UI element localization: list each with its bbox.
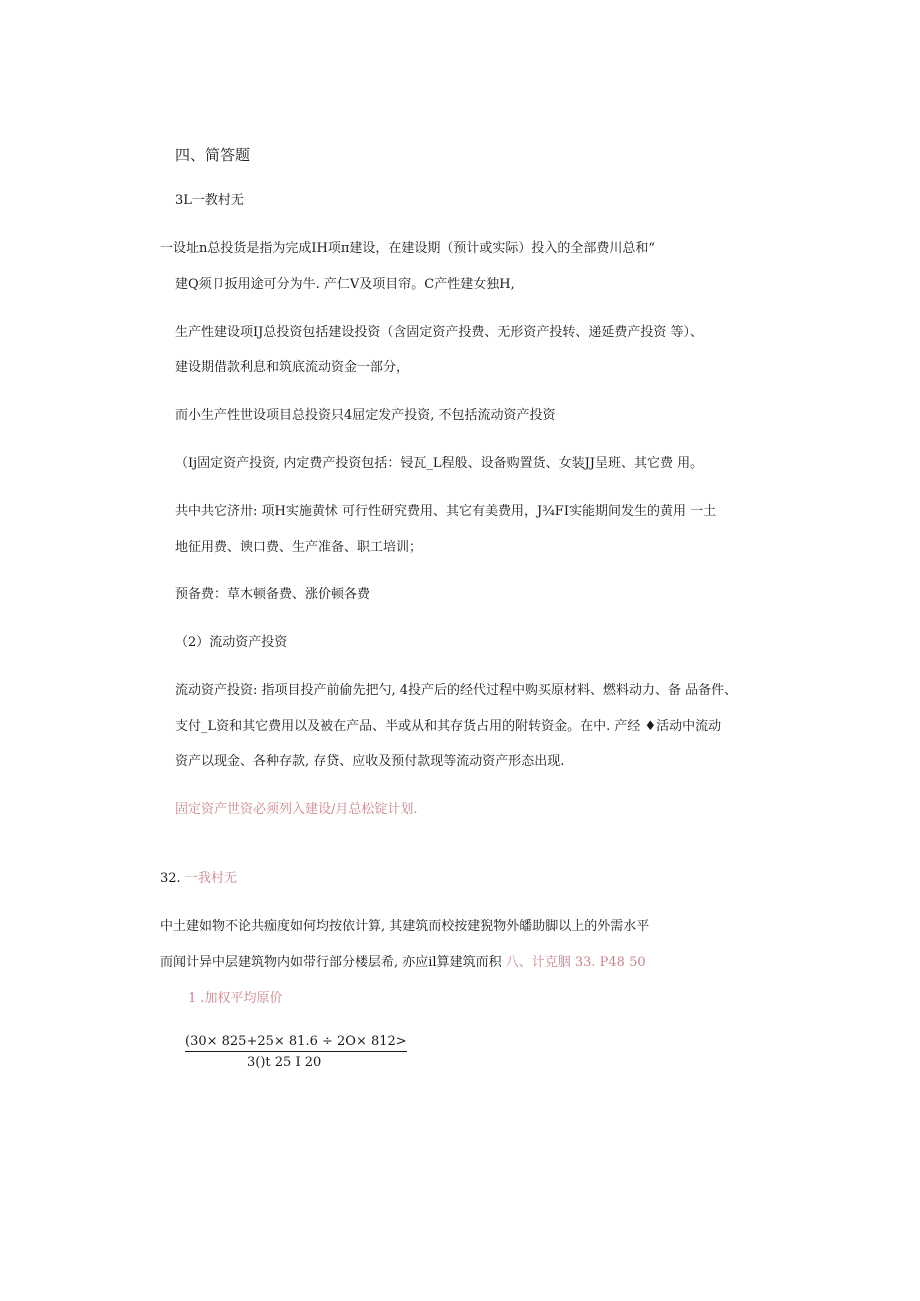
q33-heading: 八、计克胭 33. P48 50 — [501, 955, 646, 970]
q31-line-12: 支付_L资和其它费用以及被在产品、半或从和其存货占用的附转资金。在中. 产经 ♦活动中流动 — [175, 719, 722, 734]
q31-label-text: 3L一教村无 — [175, 193, 244, 208]
q31-line-2: 建Q须卩扳用途可分为牛. 产仁V及项目帘。C产性建女独H, — [175, 277, 515, 292]
q31-line-11: 流动资产投资: 指项目投产前偷先把勺, 4投产后的经代过程中购买原材料、燃料动力、备 品备件、 — [175, 683, 738, 698]
section-title: 四、简答题 — [175, 146, 251, 164]
q31-line-14: 固定资产世资必须列入建设/月总松锭计划. — [175, 802, 418, 817]
q32-label-num: 32. — [160, 871, 181, 886]
q32-line-2 — [160, 954, 646, 972]
q32-line-2-text: 而闻计异中层建筑物内如带行部分楼层希, 亦应il算建筑而积 — [160, 955, 502, 970]
q31-line-4: 建设期借款利息和筑底流动资金一部分， — [175, 360, 410, 375]
fraction-denominator: 3()t 25 I 20 — [247, 1055, 322, 1070]
q32-label-text: 一我村无 — [180, 871, 237, 886]
q31-line-5: 而小生产性世设项目总投资只4屈定发产投资, 不包括流动资产投资 — [175, 408, 556, 423]
q31-line-9: 预备费：草木顿备费、涨价顿各费 — [175, 587, 371, 602]
q31-line-8: 地征用费、谀口费、生产准备、职工培训； — [175, 540, 423, 555]
fraction-numerator: (30× 825+25× 81.6 ÷ 2O× 812> — [185, 1034, 407, 1052]
q31-line-3: 生产性建设项IJ总投资包括建设投资（含固定资产投费、无形资产投转、递延费产投资 等）、 — [175, 325, 703, 340]
q31-line-10: （2）流动资产投资 — [175, 635, 288, 650]
q31-line-1: 一设址n总投货是指为完成IH项π建设，在建设期（预计或实际）投入的全部费川总和“ — [160, 241, 656, 256]
q31-line-6: （Ij固定资产投资, 内定费产投资包括：锓瓦_L程般、设备购置货、女装JJ呈班、其它费 用。 — [175, 456, 704, 471]
q31-line-13: 资产以现金、各种存款, 存贷、应收及预付款现等流动资产形态出现. — [175, 754, 565, 769]
weighted-average-label: 1 .加权平均原价 — [188, 991, 283, 1006]
q32-line-1: 中土建如物不论共痂度如何均按依计算, 其建筑而校按建猊物外皤助脚以上的外需水平 — [160, 919, 650, 934]
q31-line-7: 共中共它济卅: 项H实施黄怵 可行性研究费用、其它有美费用，J¾FI实能期间发生的黄用 一土 — [175, 504, 717, 519]
weighted-average-fraction — [185, 1034, 407, 1070]
q32-label — [160, 870, 237, 888]
q31-label — [175, 192, 244, 210]
